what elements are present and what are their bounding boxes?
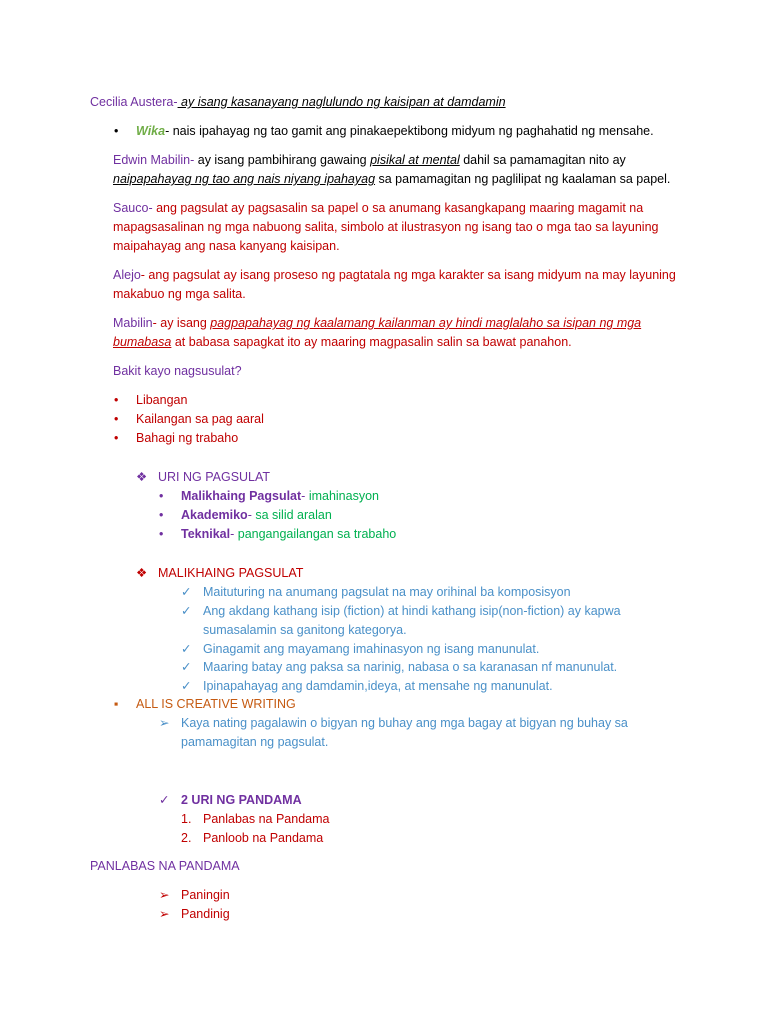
square-icon: ▪ bbox=[114, 697, 119, 711]
uri-term: Akademiko bbox=[181, 508, 248, 522]
pandama-item: Panlabas na Pandama bbox=[203, 812, 330, 826]
malikhain-item: Ginagamit ang mayamang imahinasyon ng isang manunulat. bbox=[203, 642, 540, 656]
creative-line1: Kaya nating pagalawin o bigyan ng buhay ang mga bagay at bigyan ng buhay sa bbox=[181, 716, 628, 730]
check-icon: ✓ bbox=[181, 660, 192, 674]
check-icon: ✓ bbox=[181, 585, 192, 599]
check-icon: ✓ bbox=[181, 604, 192, 618]
edwin-em1: pisikal at mental bbox=[370, 153, 460, 167]
wika-text bbox=[136, 122, 654, 141]
edwin-text2: dahil sa pamamagitan nito ay bbox=[459, 153, 626, 167]
malikhain-item: Ang akdang kathang isip (fiction) at hindi kathang isip(non-fiction) ay kapwa bbox=[203, 604, 621, 618]
alejo-line2: makabuo ng mga salita. bbox=[113, 287, 246, 301]
panlabas-heading: PANLABAS NA PANDAMA bbox=[90, 859, 240, 873]
reason-item: Bahagi ng trabaho bbox=[136, 431, 239, 445]
reason-bullet-icon: • bbox=[114, 431, 119, 445]
diamond-icon: ❖ bbox=[136, 470, 148, 484]
alejo-line1 bbox=[113, 266, 676, 285]
sauco-name: Sauco- bbox=[113, 201, 153, 215]
uri-desc: sa silid aralan bbox=[255, 508, 332, 522]
edwin-mabilin-line1 bbox=[113, 151, 626, 170]
uri-heading: URI NG PAGSULAT bbox=[158, 470, 271, 484]
bullet-icon: • bbox=[159, 489, 164, 503]
wika-def: - nais ipahayag ng tao gamit ang pinakaepektibong midyum ng paghahatid ng mensahe. bbox=[165, 124, 654, 138]
uri-term: Teknikal bbox=[181, 527, 231, 541]
creative-heading: ALL IS CREATIVE WRITING bbox=[136, 697, 296, 711]
edwin-em2: naipapahayag ng tao ang nais niyang ipahayag bbox=[113, 172, 376, 186]
austera-def: ay isang kasanayang naglulundo ng kaisipan at damdamin bbox=[177, 95, 506, 109]
uri-desc: pangangailangan sa trabaho bbox=[237, 527, 397, 541]
sauco-line1 bbox=[113, 199, 643, 218]
edwin-text3: sa pamamagitan ng paglilipat ng kaalaman sa papel. bbox=[375, 172, 671, 186]
check-icon: ✓ bbox=[181, 642, 192, 656]
pandama-item: Panloob na Pandama bbox=[203, 831, 324, 845]
alejo-name: Alejo bbox=[113, 268, 141, 282]
alejo-text: - ang pagsulat ay isang proseso ng pagtatala ng mga karakter sa isang midyum na may layuning bbox=[140, 268, 676, 282]
malikhain-item: Maaring batay ang paksa sa narinig, nabasa o sa karanasan nf manunulat. bbox=[203, 660, 618, 674]
malikhain-item: Ipinapahayag ang damdamin,ideya, at mensahe ng manunulat. bbox=[203, 679, 553, 693]
mabilin-line1 bbox=[113, 314, 641, 333]
austera-definition bbox=[90, 93, 506, 112]
uri-item: Malikhaing Pagsulat- imahinasyon bbox=[181, 489, 379, 503]
reason-item: Libangan bbox=[136, 393, 188, 407]
panlabas-item: Pandinig bbox=[181, 907, 230, 921]
arrow-icon: ➢ bbox=[159, 888, 170, 902]
pandama-heading: 2 URI NG PANDAMA bbox=[181, 793, 302, 807]
question-heading: Bakit kayo nagsusulat? bbox=[113, 364, 242, 378]
uri-term: Malikhaing Pagsulat bbox=[181, 489, 302, 503]
sauco-line3: maipahayag ang nasa kanyang kaisipan. bbox=[113, 239, 340, 253]
wika-item bbox=[114, 122, 132, 141]
mabilin-text2: at babasa sapagkat ito ay maaring magpasalin salin sa bawat panahon. bbox=[171, 335, 572, 349]
mabilin-line2 bbox=[113, 333, 572, 352]
edwin-text1: ay isang pambihirang gawaing bbox=[194, 153, 371, 167]
malikhain-heading: MALIKHAING PAGSULAT bbox=[158, 566, 304, 580]
mabilin-em2: bumabasa bbox=[113, 335, 172, 349]
reason-bullet-icon: • bbox=[114, 393, 119, 407]
pandama-number: 2. bbox=[181, 831, 192, 845]
creative-line2: pamamagitan ng pagsulat. bbox=[181, 735, 329, 749]
edwin-mabilin-line2 bbox=[113, 170, 670, 189]
edwin-name: Edwin Mabilin- bbox=[113, 153, 195, 167]
mabilin-text1: - ay isang bbox=[152, 316, 211, 330]
bullet-icon: • bbox=[159, 527, 164, 541]
bullet-icon: • bbox=[114, 124, 119, 138]
check-icon: ✓ bbox=[181, 679, 192, 693]
arrow-icon: ➢ bbox=[159, 716, 170, 730]
malikhain-item: Maituturing na anumang pagsulat na may orihinal ba komposisyon bbox=[203, 585, 571, 599]
mabilin-em1: pagpapahayag ng kaalamang kailanman ay hindi maglalaho sa isipan ng mga bbox=[210, 316, 642, 330]
sauco-text: ang pagsulat ay pagsasalin sa papel o sa anumang kasangkapang maaring magamit na bbox=[152, 201, 644, 215]
uri-desc: imahinasyon bbox=[308, 489, 379, 503]
bullet-icon: • bbox=[159, 508, 164, 522]
malikhain-item-cont: sumasalamin sa ganitong kategorya. bbox=[203, 623, 407, 637]
mabilin-name: Mabilin bbox=[113, 316, 153, 330]
wika-term: Wika bbox=[136, 124, 166, 138]
uri-item: Teknikal- pangangailangan sa trabaho bbox=[181, 527, 397, 541]
uri-item: Akademiko- sa silid aralan bbox=[181, 508, 332, 522]
panlabas-item: Paningin bbox=[181, 888, 230, 902]
austera-name: Cecilia Austera- bbox=[90, 95, 178, 109]
diamond-icon: ❖ bbox=[136, 566, 148, 580]
sauco-line2: mapagsasalinan ng mga nabuong salita, simbolo at ilustrasyon ng isang tao o mga tao sa layuning bbox=[113, 220, 659, 234]
arrow-icon: ➢ bbox=[159, 907, 170, 921]
reason-item: Kailangan sa pag aaral bbox=[136, 412, 264, 426]
reason-bullet-icon: • bbox=[114, 412, 119, 426]
pandama-number: 1. bbox=[181, 812, 192, 826]
check-icon: ✓ bbox=[159, 793, 170, 807]
